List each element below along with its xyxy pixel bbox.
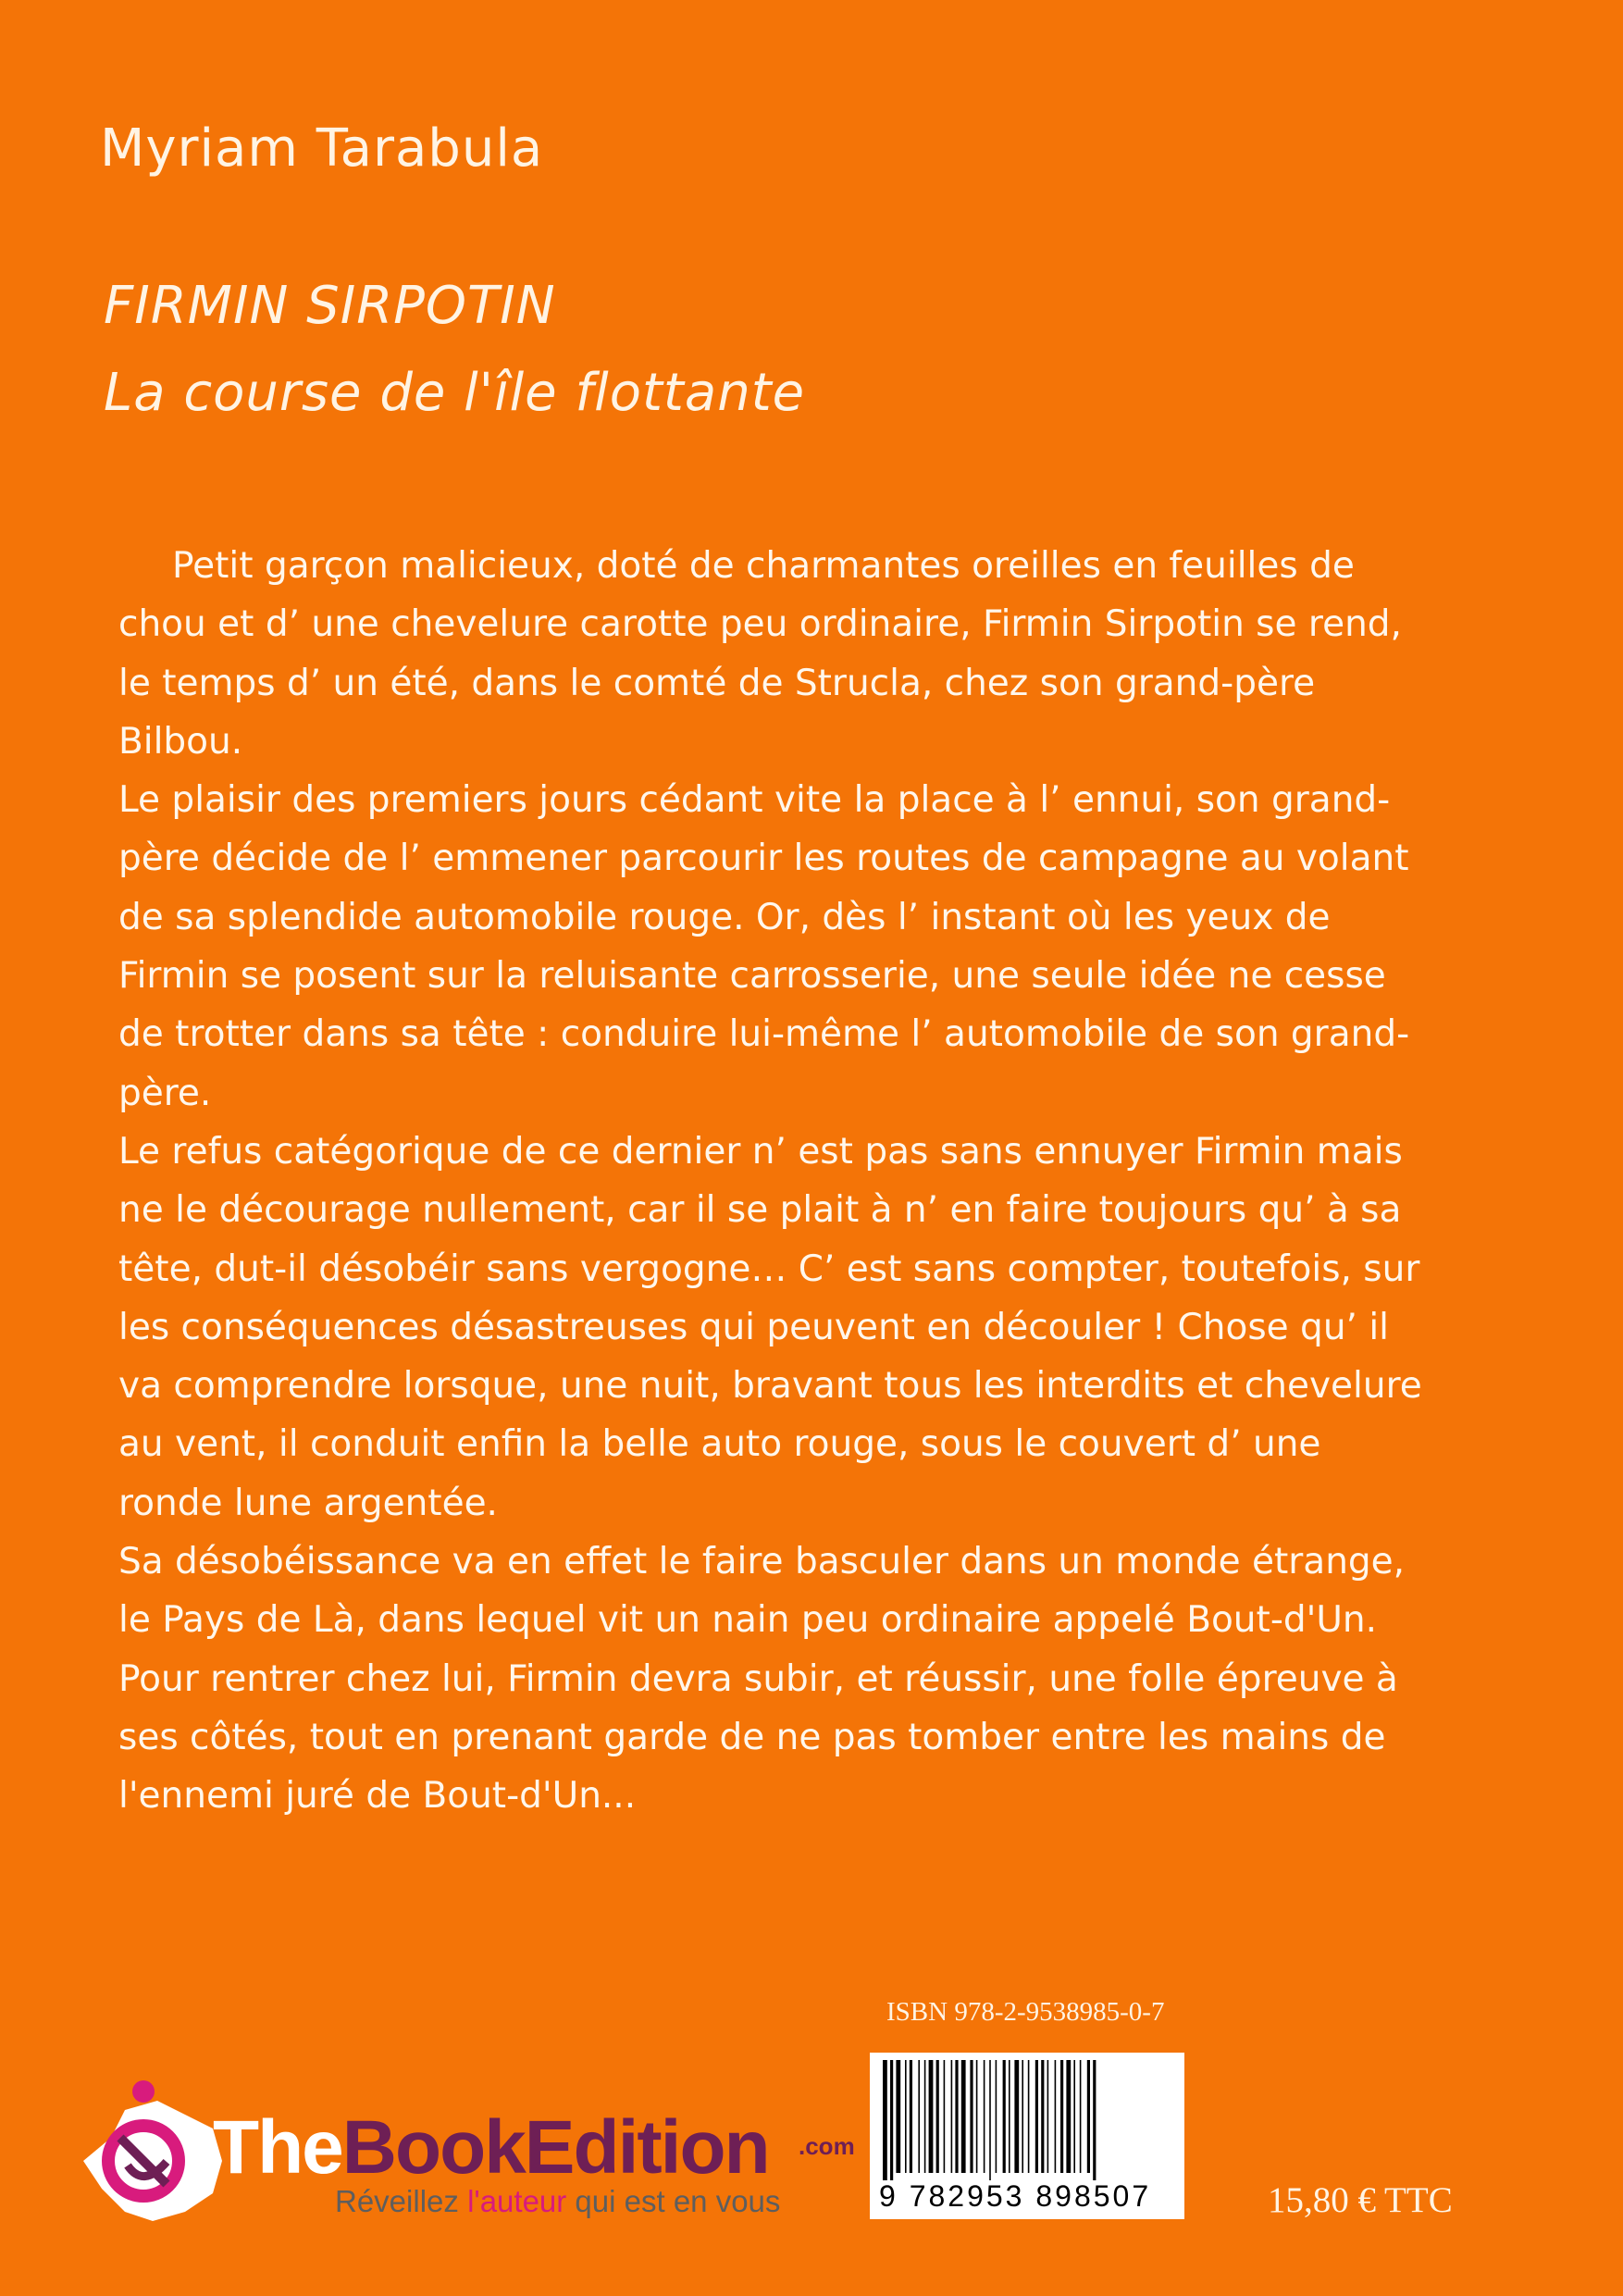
barcode-bar	[1080, 2060, 1082, 2173]
barcode-bar	[1047, 2060, 1049, 2173]
barcode	[870, 2053, 1184, 2219]
blurb-paragraph: Pour rentrer chez lui, Firmin devra subir, et réussir, une folle épreuve à ses côtés, tout en prenant garde de ne pas tomber entre les mains de l'ennemi juré de Bout-d'Un...	[118, 1657, 1398, 1818]
barcode-bar	[989, 2060, 991, 2180]
blurb-paragraph: Sa désobéissance va en effet le faire basculer dans un monde étrange, le Pays de Là, dans lequel vit un nain peu ordinaire appelé Bout-d'Un.	[118, 1541, 1406, 1642]
barcode-bar	[1035, 2060, 1038, 2173]
barcode-bar	[1014, 2060, 1019, 2173]
barcode-bar	[890, 2060, 893, 2180]
barcode-bar	[944, 2060, 946, 2173]
blurb-paragraph: Le plaisir des premiers jours cédant vite la place à l’ ennui, son grand-père décide de l’ emmener parcourir les routes de campagne au volant de sa splendide automobile rouge. Or, dès l’ instant où les yeux de Firmin se posent sur la reluisante carrosserie, une seule idée ne cesse de trotter dans sa tête : conduire lui-même l’ automobile de son grand-père.	[118, 779, 1410, 1114]
barcode-bar	[1060, 2060, 1063, 2173]
barcode-bar	[1003, 2060, 1006, 2173]
barcode-bar	[924, 2060, 926, 2173]
barcode-bar	[1093, 2060, 1096, 2180]
book-title: FIRMIN SIRPOTIN	[104, 276, 556, 336]
barcode-bar	[984, 2060, 985, 2173]
brand-suffix: .com	[799, 2132, 855, 2160]
publisher-logo	[74, 2073, 855, 2240]
slogan-start: Réveillez	[335, 2184, 468, 2218]
blurb-paragraph: Le refus catégorique de ce dernier n’ est pas sans ennuyer Firmin mais ne le décourage nullement, car il se plait à n’ en faire toujours qu’ à sa tête, dut-il désobéir sans vergogne… C’ est sans compter, toutefois, sur les conséquences désastreuses qui peuvent en découler ! Chose qu’ il va comprendre lorsque, une nuit, bravant tous les interdits et chevelure au vent, il conduit enfin la belle auto rouge, sous le couvert d’ une ronde lune argentée.	[118, 1130, 1422, 1524]
barcode-bar	[936, 2060, 939, 2173]
blurb-paragraph: Petit garçon malicieux, doté de charmantes oreilles en feuilles de chou et d’ une chevelure carotte peu ordinaire, Firmin Sirpotin se rend, le temps d’ un été, dans le comté de Strucla, chez son grand-père Bilbou.	[118, 545, 1402, 763]
barcode-bar	[1009, 2060, 1010, 2173]
barcode-bar	[961, 2060, 966, 2173]
barcode-bar	[1087, 2060, 1090, 2173]
barcode-bar	[996, 2060, 997, 2173]
barcode-bar	[951, 2060, 953, 2173]
barcode-bar	[1055, 2060, 1057, 2173]
barcode-bar	[1041, 2060, 1044, 2173]
publisher-slogan	[335, 2184, 780, 2219]
barcode-bar	[910, 2060, 912, 2173]
author-name: Myriam Tarabula	[100, 118, 544, 179]
price-label: 15,80 € TTC	[1268, 2180, 1453, 2220]
isbn-label: ISBN 978-2-9538985-0-7	[886, 1997, 1165, 2027]
barcode-bars	[879, 2060, 1175, 2180]
book-subtitle: La course de l'île flottante	[104, 363, 806, 423]
slogan-highlight: l'auteur	[467, 2184, 567, 2218]
back-cover-blurb	[118, 537, 1432, 1826]
publisher-brand	[213, 2105, 769, 2190]
barcode-bar	[955, 2060, 958, 2173]
barcode-bar	[970, 2060, 973, 2173]
barcode-bar	[918, 2060, 920, 2173]
barcode-bar	[905, 2060, 907, 2173]
barcode-bar	[883, 2060, 887, 2180]
brand-the: The	[213, 2105, 342, 2190]
barcode-bar	[1066, 2060, 1071, 2173]
barcode-bar	[896, 2060, 900, 2173]
barcode-digits: 9 782953 898507	[879, 2179, 1152, 2213]
barcode-bar	[1073, 2060, 1075, 2173]
slogan-end: qui est en vous	[566, 2184, 781, 2218]
brand-name: BookEdition	[341, 2105, 769, 2190]
barcode-bar	[1028, 2060, 1030, 2173]
barcode-bar	[1022, 2060, 1023, 2173]
barcode-bar	[976, 2060, 978, 2173]
barcode-bar	[929, 2060, 934, 2173]
